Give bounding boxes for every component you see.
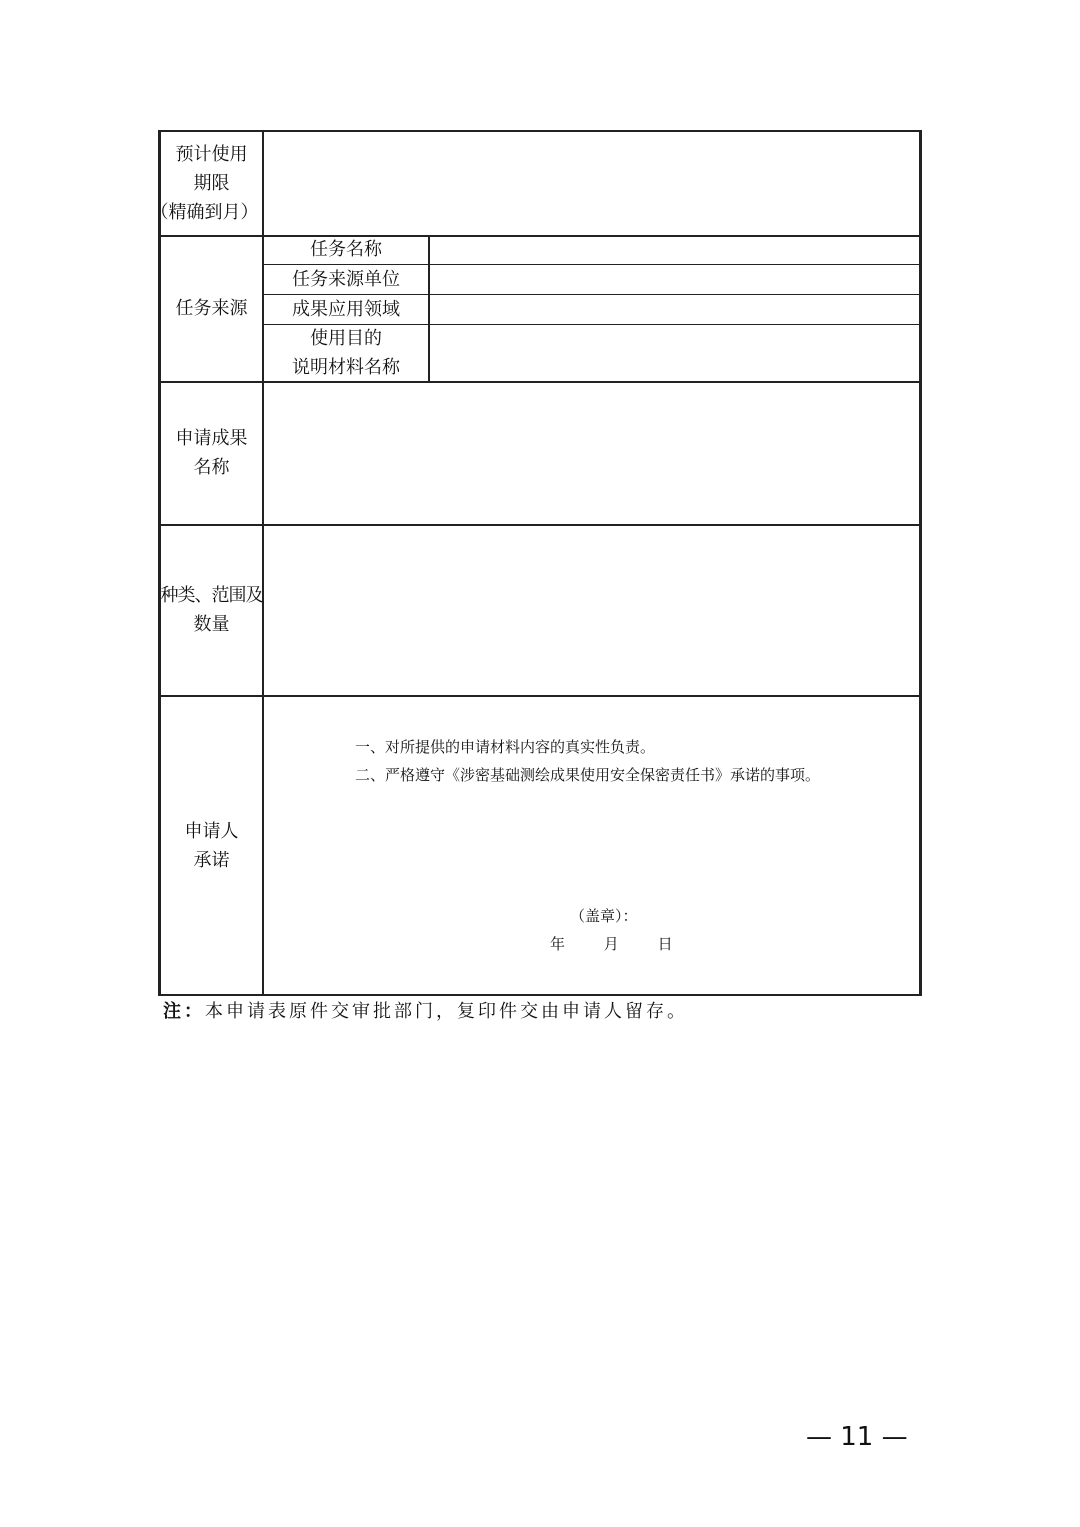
type-range-field[interactable] [264, 524, 919, 695]
date-day-label: 日 [657, 935, 673, 953]
period-label-line: 预计使用 [175, 144, 248, 165]
signature-date [550, 930, 673, 958]
purpose-document-field[interactable] [430, 325, 919, 381]
type-range-label [159, 524, 264, 695]
result-name-field[interactable] [264, 381, 919, 524]
period-label [150, 132, 262, 235]
period-label-line: （精确到月） [150, 202, 259, 223]
application-field-label: 成果应用领域 [292, 299, 400, 320]
footnote [163, 997, 688, 1023]
purpose-label-line: 使用目的 [310, 328, 382, 349]
type-range-label-line: 种类、范围及 [160, 584, 263, 606]
commitment-item-1: 一、对所提供的申请材料内容的真实性负责。 [355, 738, 656, 756]
commitment-item-2: 二、严格遵守《涉密基础测绘成果使用安全保密责任书》承诺的事项。 [355, 766, 821, 784]
task-name-field[interactable] [430, 235, 919, 264]
result-name-label [161, 381, 262, 524]
task-source-unit-label: 任务来源单位 [292, 269, 400, 290]
type-range-label-line: 数量 [193, 613, 230, 635]
seal-label: （盖章）： [570, 907, 638, 925]
date-month-label: 月 [603, 935, 619, 953]
row-divider [161, 695, 919, 697]
page-number: — 11 — [806, 1422, 908, 1452]
result-name-label-line: 名称 [193, 456, 230, 478]
application-form-table [150, 130, 922, 996]
purpose-document-label [264, 325, 428, 381]
date-year-label: 年 [550, 935, 566, 953]
commitment-label-line: 承诺 [193, 849, 230, 871]
period-value-field[interactable] [264, 132, 919, 235]
application-field-field[interactable] [430, 295, 919, 324]
period-label-line: 期限 [193, 173, 230, 194]
task-name-label: 任务名称 [310, 239, 382, 260]
task-source-unit-field[interactable] [430, 265, 919, 294]
footnote-prefix: 注： [163, 1001, 205, 1022]
task-source-label: 任务来源 [175, 297, 248, 319]
purpose-label-line: 说明材料名称 [292, 357, 400, 378]
footnote-text: 本申请表原件交审批部门，复印件交由申请人留存。 [205, 1001, 688, 1022]
commitment-label [161, 695, 262, 996]
result-name-label-line: 申请成果 [175, 427, 248, 449]
commitment-label-line: 申请人 [184, 820, 239, 842]
